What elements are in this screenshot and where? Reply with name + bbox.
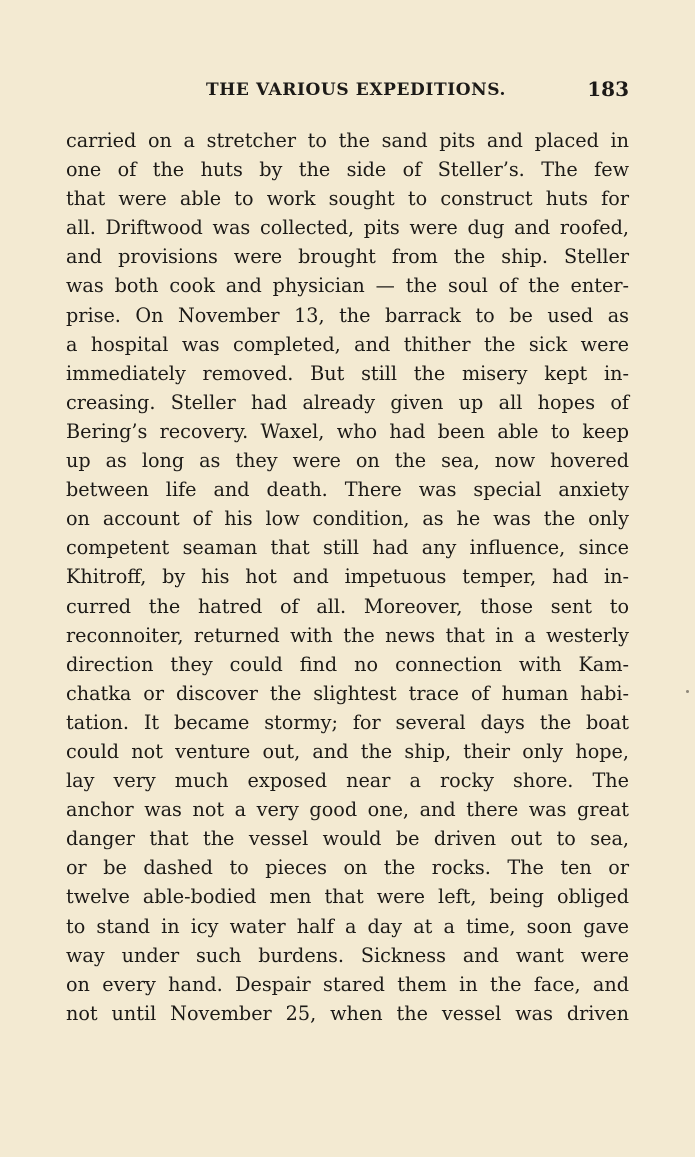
paper-speck — [686, 690, 689, 693]
text-line: danger that the vessel would be driven out to sea, — [66, 827, 629, 851]
text-line: prise. On November 13, the barrack to be used as — [66, 303, 629, 327]
text-line: all. Driftwood was collected, pits were dug and roofed, — [66, 216, 629, 240]
running-title: THE VARIOUS EXPEDITIONS. — [206, 80, 507, 100]
text-line: Khitroff, by his hot and impetuous temper, had in- — [66, 565, 629, 589]
text-line: to stand in icy water half a day at a time, soon gave — [66, 914, 629, 938]
running-head — [66, 78, 629, 102]
text-line: that were able to work sought to construct huts for — [66, 187, 629, 211]
text-line: a hospital was completed, and thither the sick were — [66, 332, 629, 356]
text-line: direction they could find no connection with Kam- — [66, 652, 629, 676]
text-line: creasing. Steller had already given up all hopes of — [66, 390, 629, 414]
text-line: immediately removed. But still the misery kept in- — [66, 361, 629, 385]
text-line: not until November 25, when the vessel was driven — [66, 1001, 629, 1025]
text-line: way under such burdens. Sickness and want were — [66, 943, 629, 967]
text-line: competent seaman that still had any influence, since — [66, 536, 629, 560]
text-line: one of the huts by the side of Steller’s. The few — [66, 158, 629, 182]
text-line: Bering’s recovery. Waxel, who had been able to keep — [66, 419, 629, 443]
text-line: tation. It became stormy; for several days the boat — [66, 710, 629, 734]
text-line: carried on a stretcher to the sand pits and placed in — [66, 129, 629, 152]
text-line: between life and death. There was special anxiety — [66, 478, 629, 502]
page-number: 183 — [587, 77, 629, 101]
text-line: reconnoiter, returned with the news that in a westerly — [66, 623, 629, 647]
text-line: anchor was not a very good one, and there was great — [66, 798, 629, 822]
text-line: on account of his low condition, as he was the only — [66, 507, 629, 531]
text-line: curred the hatred of all. Moreover, those sent to — [66, 594, 629, 618]
body-text — [66, 126, 629, 1028]
text-line: on every hand. Despair stared them in the face, and — [66, 972, 629, 996]
text-line: twelve able-bodied men that were left, being obliged — [66, 885, 629, 909]
text-line: could not venture out, and the ship, their only hope, — [66, 739, 629, 763]
text-line: was both cook and physician — the soul of the enter- — [66, 274, 629, 298]
text-line: lay very much exposed near a rocky shore. The — [66, 769, 629, 793]
text-line: up as long as they were on the sea, now hovered — [66, 449, 629, 473]
text-line: chatka or discover the slightest trace of human habi- — [66, 681, 629, 705]
text-line: and provisions were brought from the ship. Steller — [66, 245, 629, 269]
text-line: or be dashed to pieces on the rocks. The ten or — [66, 856, 629, 880]
